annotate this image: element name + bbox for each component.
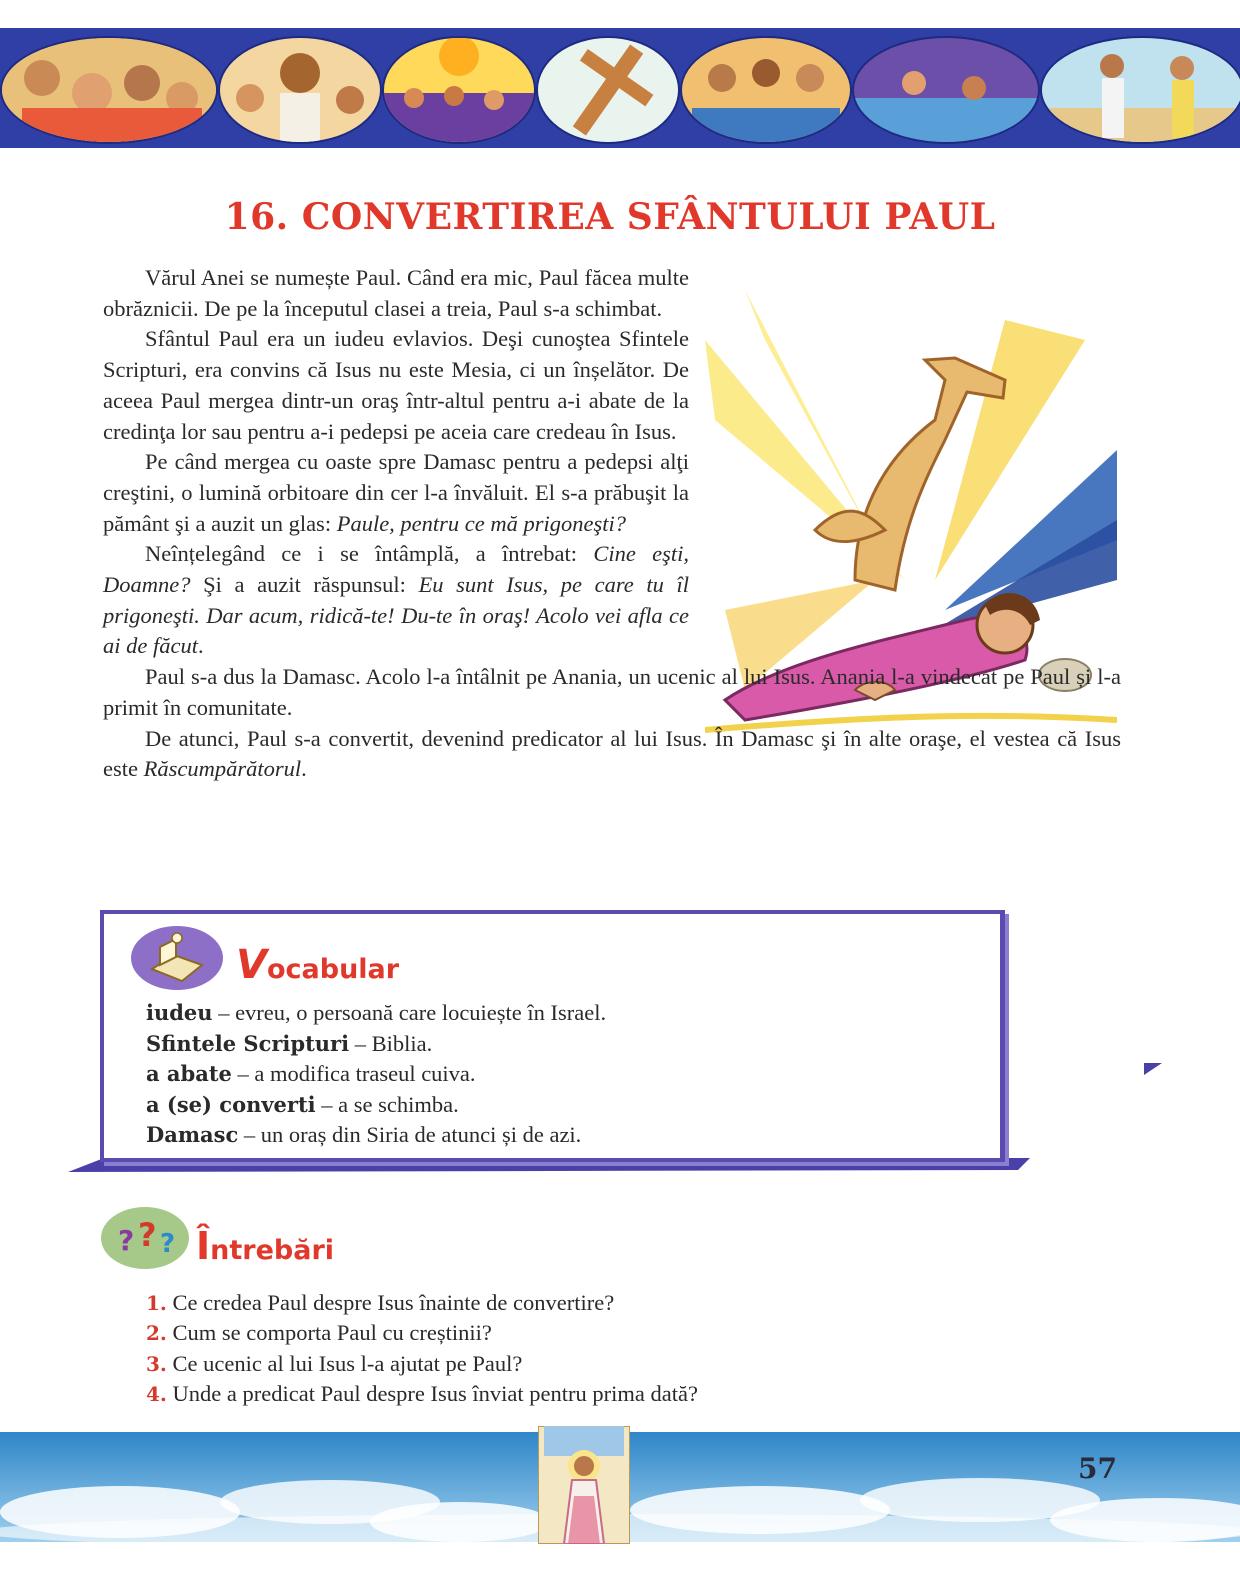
svg-text:?: ?	[160, 1229, 176, 1259]
p6-start: De atunci, Paul s-a convertit, devenind predicator al lui Isus. În Damasc şi în alte oraşe, el vestea că Isus este	[103, 725, 1121, 782]
children-icon	[0, 36, 218, 144]
page-title: 16. CONVERTIREA SFÂNTULUI PAUL	[224, 196, 996, 238]
vocab-term: Damasc	[146, 1122, 239, 1147]
p4-answer: Eu sunt Isus, pe care tu îl prigoneşti. Dar acum, ridică-te! Du-te în oraş! Acolo vei afla ce ai de făcut	[103, 572, 690, 659]
p4-end: .	[197, 633, 204, 659]
story-paragraph-2: Sfântul Paul era un iudeu evlavios. Deşi cunoştea Sfintele Scripturi, era convins că Isus nu este Mesia, ci un înșelător. De aceea Paul mergea dintr-un oraş într-altul pentru a-i abate de la credinţa lor sau pentru a-i pedepsi pe aceia care credeau în Isus.	[103, 326, 689, 444]
svg-text:?: ?	[118, 1224, 135, 1257]
question-number: 3.	[146, 1351, 167, 1376]
vocab-def: a se schimba.	[338, 1091, 459, 1117]
vocab-heading-rest: ocabular	[266, 954, 400, 985]
vocab-def: evreu, o persoană care locuiește în Israel.	[235, 1000, 607, 1025]
jesus-children-icon	[218, 36, 382, 144]
story-paragraph-6	[103, 724, 1121, 785]
vocab-term: a abate	[146, 1061, 232, 1086]
vocab-def: a modifica traseul cuiva.	[254, 1061, 476, 1086]
risen-jesus-icon	[538, 1426, 630, 1544]
vocab-term: Sfintele Scripturi	[146, 1030, 350, 1056]
vocab-sep: –	[238, 1122, 261, 1147]
p3-text: Pe când mergea cu oaste spre Damasc pentru a pedepsi alţi creştini, o lumină orbitoare din cer l-a învăluit. El s-a prăbuşit la pământ şi a auzit un glas:	[103, 449, 689, 536]
story-paragraph-1: Vărul Anei se numește Paul. Când era mic, Paul făcea multe obrăznicii. De pe la începutul clasei a treia, Paul s-a schimbat.	[103, 265, 689, 321]
vocab-item	[146, 1029, 986, 1060]
storm-icon	[852, 36, 1040, 144]
questions-list	[146, 1288, 1046, 1410]
vocab-term: a (se) converti	[146, 1091, 316, 1117]
vocab-def: Biblia.	[371, 1030, 433, 1056]
question-number: 1.	[146, 1291, 167, 1315]
top-banner	[0, 28, 1240, 148]
vocab-sep: –	[315, 1091, 339, 1117]
questions-heading-rest: ntrebări	[210, 1235, 335, 1266]
vocab-item	[146, 998, 986, 1029]
disciples-walking-icon	[1040, 36, 1240, 144]
vocab-def: un oraș din Siria de atunci și de azi.	[260, 1122, 582, 1147]
vocab-heading-initial: V	[236, 942, 267, 988]
p4-mid: Şi a auzit răspunsul:	[203, 572, 406, 598]
question-item	[146, 1349, 1046, 1379]
vocab-term: iudeu	[146, 1000, 213, 1025]
vocabulary-heading	[236, 942, 399, 988]
page-number: 57	[1078, 1452, 1117, 1485]
vocab-sep: –	[349, 1030, 372, 1056]
p3-italic: Paule, pentru ce mă prigoneşti?	[336, 510, 627, 536]
question-text: Unde a predicat Paul despre Isus înviat pentru prima dată?	[172, 1381, 698, 1407]
question-item	[146, 1288, 1046, 1318]
story-paragraph-4	[103, 539, 689, 662]
question-item	[146, 1379, 1046, 1409]
cross-icon	[536, 36, 680, 144]
vocab-sep: –	[231, 1061, 255, 1086]
svg-text:?: ?	[138, 1216, 157, 1254]
question-text: Ce credea Paul despre Isus înainte de convertire?	[172, 1290, 615, 1315]
triangle-marker-icon	[1144, 1063, 1162, 1075]
vocab-item	[146, 1059, 986, 1090]
p4-start: Neînțelegând ce i se întâmplă, a întrebat:	[145, 541, 578, 567]
story-paragraph-3	[103, 447, 689, 539]
p6-italic: Răscumpărătorul	[143, 756, 302, 782]
question-item	[146, 1318, 1046, 1348]
story-text	[103, 263, 1121, 785]
crowd-sun-icon	[382, 36, 536, 144]
p4-question: Cine eşti, Doamne?	[103, 541, 690, 598]
question-number: 4.	[146, 1382, 167, 1407]
last-supper-icon	[680, 36, 852, 144]
question-text: Ce ucenic al lui Isus l-a ajutat pe Paul?	[172, 1350, 523, 1376]
vocab-sep: –	[212, 1000, 236, 1025]
vocabulary-list	[146, 998, 986, 1151]
question-number: 2.	[146, 1321, 167, 1346]
questions-heading	[196, 1224, 334, 1268]
questions-heading-initial: Î	[196, 1224, 211, 1268]
story-paragraph-5: Paul s-a dus la Damasc. Acolo l-a întâlnit pe Anania, un ucenic al lui Isus. Anania l-a vindecat pe Paul și l-a primit în comunitate.	[103, 664, 1121, 720]
open-book-icon	[130, 925, 224, 991]
vocab-item	[146, 1120, 986, 1151]
question-marks-icon	[100, 1206, 190, 1270]
question-text: Cum se comporta Paul cu creștinii?	[172, 1320, 492, 1346]
vocab-item	[146, 1090, 986, 1121]
p6-end: .	[301, 756, 307, 782]
